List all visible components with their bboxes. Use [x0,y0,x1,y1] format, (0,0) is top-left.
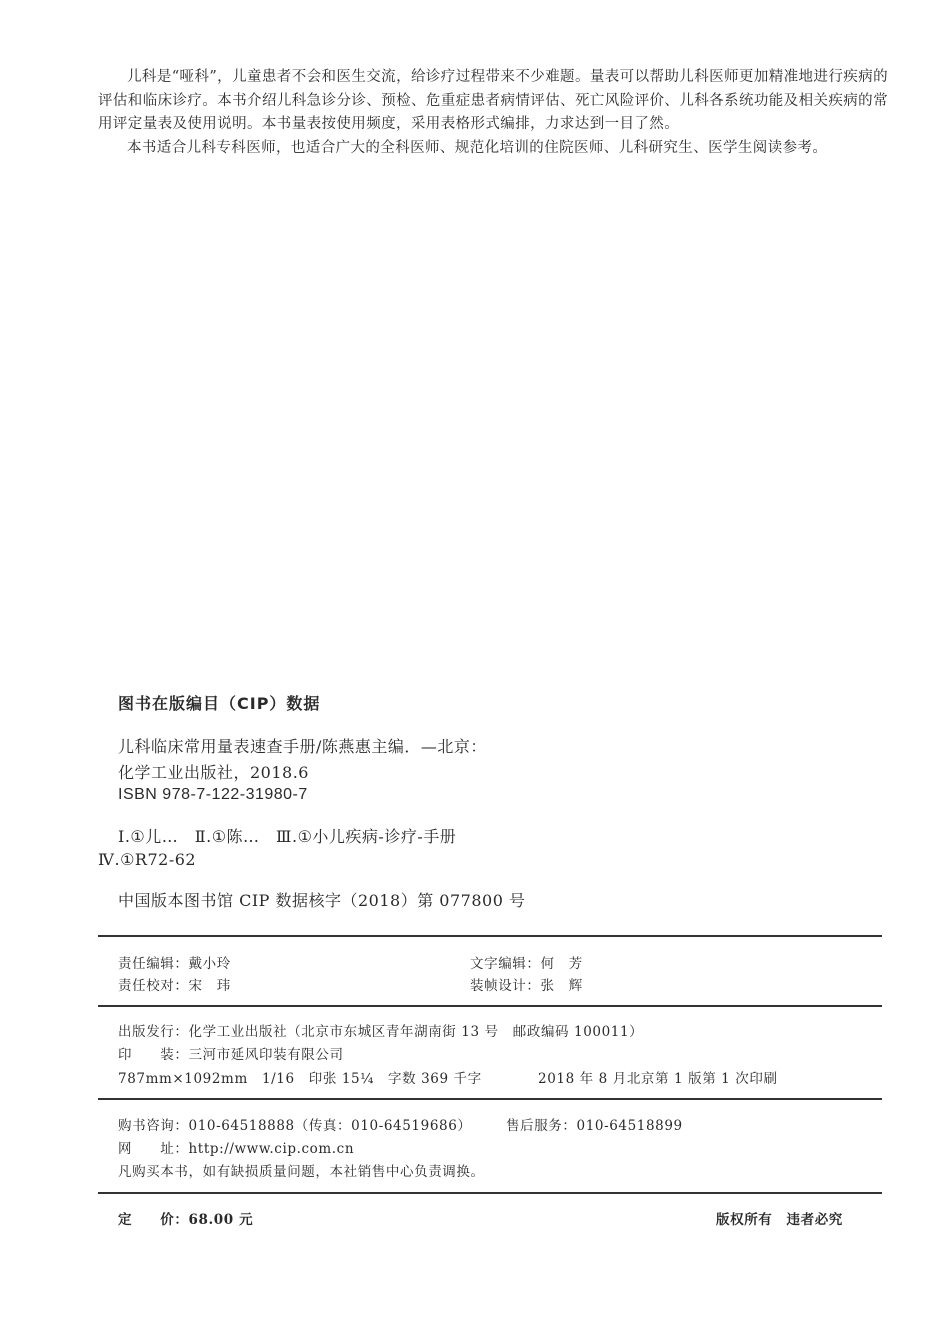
editor-name: 戴小玲 [188,956,231,972]
publisher-info: 出版发行：化学工业出版社（北京市东城区青年湖南街 13 号 邮政编码 100011） [118,1024,644,1040]
cip-heading: 图书在版编目（CIP）数据 [118,694,321,713]
price [118,1208,253,1228]
cip-title-line: 儿科临床常用量表速查手册/陈燕惠主编．—北京： [118,737,487,756]
cover-designer [470,974,583,994]
cip-classification-line-2: Ⅳ.①R72-62 [98,850,197,869]
price-value: 68.00 元 [188,1212,254,1228]
website: 网 址：http://www.cip.com.cn [118,1141,355,1157]
text-editor-name: 何 芳 [540,956,583,972]
editor-label: 责任编辑： [118,956,189,972]
text-editor-label: 文字编辑： [470,956,541,972]
purchase-contact: 购书咨询：010-64518888（传真：010-64519686） [118,1118,472,1134]
price-label: 定 价： [118,1212,189,1228]
summary-paragraph: 儿科是“哑科”，儿童患者不会和医生交流，给诊疗过程带来不少难题。量表可以帮助儿科医师更加精准地进行疾病的评估和临床诊疗。本书介绍儿科急诊分诊、预检、危重症患者病情评估、死亡风险评价、儿科各系统功能及相关疾病的常用评定量表及使用说明。本书量表按使用频度，采用表格形式编排，力求达到一目了然。 [98,69,888,132]
format-info: 787mm×1092mm 1/16 印张 15¼ 字数 369 千字 [118,1071,482,1087]
edition-info: 2018 年 8 月北京第 1 版第 1 次印刷 [538,1071,778,1087]
cip-isbn: ISBN 978-7-122-31980-7 [118,786,308,803]
proofreader-name: 宋 玮 [188,978,231,994]
cip-number: 中国版本图书馆 CIP 数据核字（2018）第 077800 号 [118,891,526,910]
responsible-editor [118,952,231,972]
cip-classification-line: Ⅰ.①儿… Ⅱ.①陈… Ⅲ.①小儿疾病-诊疗-手册 [118,827,457,846]
replacement-notice: 凡购买本书，如有缺损质量问题，本社销售中心负责调换。 [118,1164,485,1180]
text-editor [470,952,583,972]
designer-label: 装帧设计： [470,978,541,994]
audience-paragraph: 本书适合儿科专科医师，也适合广大的全科医师、规范化培训的住院医师、儿科研究生、医学生阅读参考。 [127,139,828,156]
printer-info: 印 装：三河市延风印装有限公司 [118,1047,344,1063]
proofreader [118,974,231,994]
designer-name: 张 辉 [540,978,583,994]
divider [98,1005,882,1007]
copyright-notice: 版权所有 违者必究 [716,1212,843,1228]
divider [98,935,882,937]
cip-publisher-line: 化学工业出版社，2018.6 [118,763,309,782]
divider [98,1098,882,1100]
proofreader-label: 责任校对： [118,978,189,994]
book-summary [98,66,888,160]
divider [98,1192,882,1194]
after-sales-contact: 售后服务：010-64518899 [506,1118,683,1134]
